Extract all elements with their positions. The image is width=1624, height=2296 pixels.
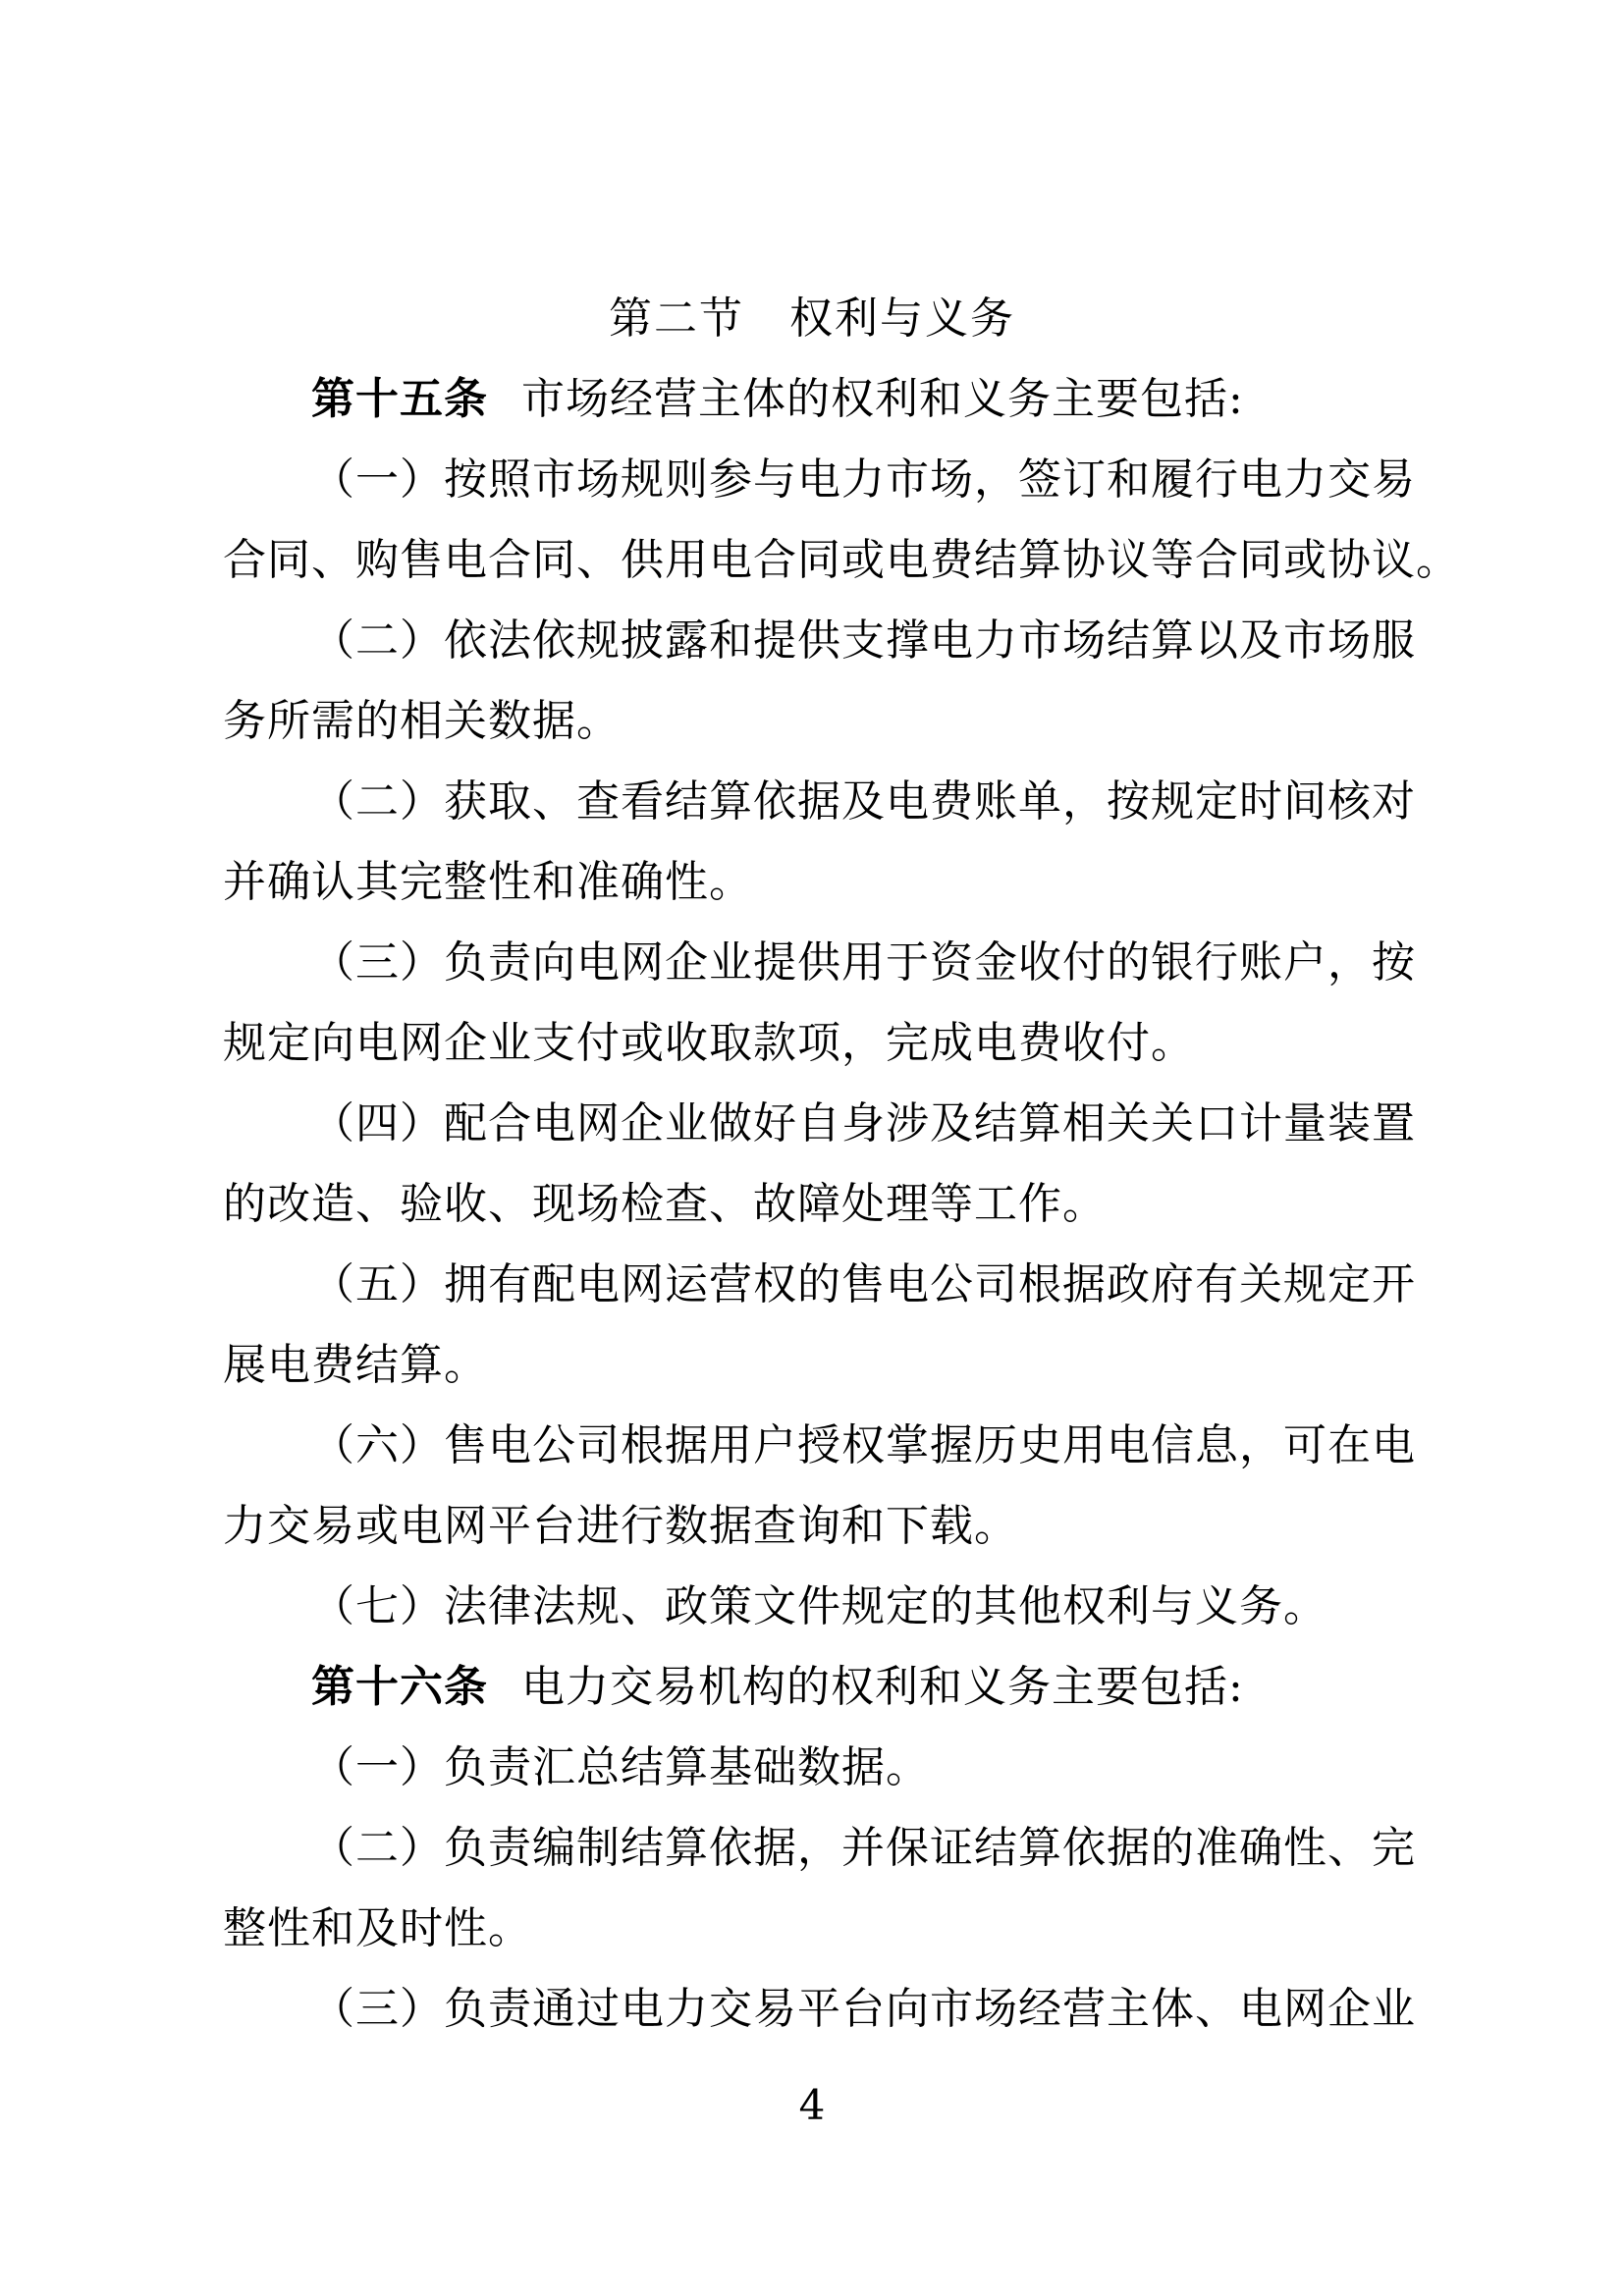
article-intro: 市场经营主体的权利和义务主要包括:: [521, 374, 1244, 424]
article-number: 第十六条: [311, 1662, 488, 1712]
page-number: 4: [798, 2081, 826, 2129]
text-line: （七）法律法规、政策文件规定的其他权利与义务。: [311, 1581, 1327, 1631]
article-number: 第十五条: [311, 374, 488, 424]
text-line: 规定向电网企业支付或收取款项，完成电费收付。: [223, 1018, 1195, 1068]
text-line: （四）配合电网企业做好自身涉及结算相关关口计量装置: [311, 1098, 1416, 1148]
article-heading: [223, 359, 1401, 440]
text-line: （三）负责向电网企业提供用于资金收付的银行账户，按: [311, 937, 1416, 988]
text-line: （二）获取、查看结算依据及电费账单，按规定时间核对: [311, 776, 1416, 827]
text-line: 并确认其完整性和准确性。: [223, 857, 753, 907]
text-line: （一）按照市场规则参与电力市场，签订和履行电力交易: [311, 454, 1416, 505]
text-line: 整性和及时性。: [223, 1903, 532, 1953]
text-line: 合同、购售电合同、供用电合同或电费结算协议等合同或协议。: [223, 535, 1460, 585]
text-line: 展电费结算。: [223, 1340, 488, 1390]
article-heading: [223, 1647, 1401, 1728]
text-line: 的改造、验收、现场检查、故障处理等工作。: [223, 1179, 1107, 1229]
text-line: （三）负责通过电力交易平台向市场经营主体、电网企业: [311, 1984, 1416, 2034]
text-line: （五）拥有配电网运营权的售电公司根据政府有关规定开: [311, 1259, 1416, 1309]
text-line: （一）负责汇总结算基础数据。: [311, 1742, 930, 1792]
text-line: 力交易或电网平台进行数据查询和下载。: [223, 1501, 1018, 1551]
text-line: （六）售电公司根据用户授权掌握历史用电信息，可在电: [311, 1420, 1416, 1470]
text-line: （二）负责编制结算依据，并保证结算依据的准确性、完: [311, 1823, 1416, 1873]
document-page: [223, 279, 1460, 2050]
text-line: 务所需的相关数据。: [223, 696, 621, 746]
section-title: 第二节 权利与义务: [609, 294, 1015, 344]
article-intro: 电力交易机构的权利和义务主要包括:: [521, 1662, 1244, 1712]
text-line: （二）依法依规披露和提供支撑电力市场结算以及市场服: [311, 615, 1416, 666]
